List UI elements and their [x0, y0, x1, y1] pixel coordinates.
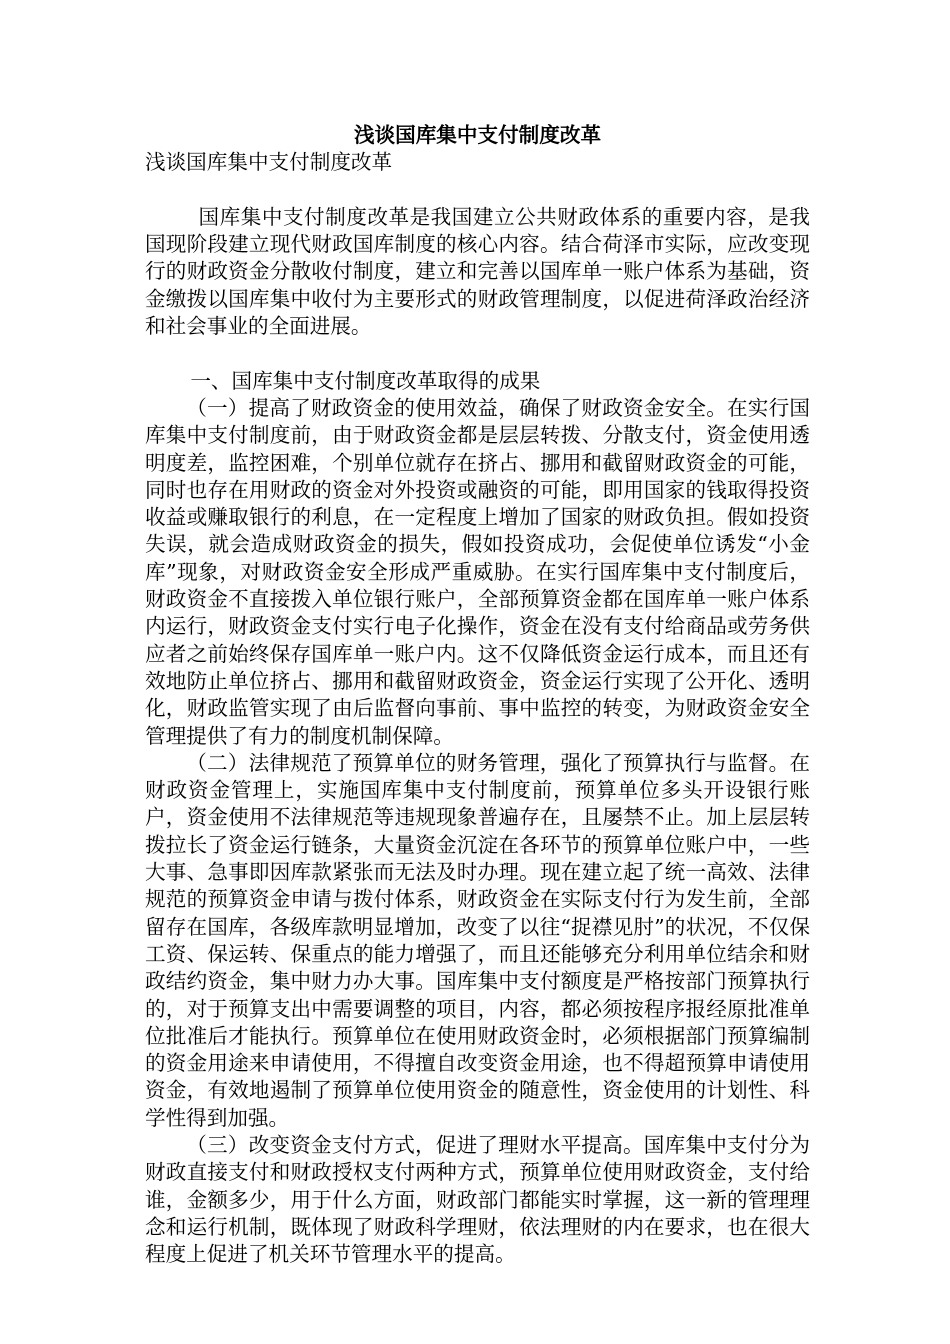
blank-line	[145, 340, 810, 367]
document-page	[145, 122, 810, 1268]
intro-paragraph: 国库集中支付制度改革是我国建立公共财政体系的重要内容，是我国现阶段建立现代财政国库制度的核心内容。结合荷泽市实际，应改变现行的财政资金分散收付制度，建立和完善以国库单一账户体系为基础，资金缴拨以国库集中收付为主要形式的财政管理制度，以促进荷泽政治经济和社会事业的全面进展。	[145, 204, 810, 339]
body-paragraph: （一）提高了财政资金的使用效益，确保了财政资金安全。在实行国库集中支付制度前，由于财政资金都是层层转拨、分散支付，资金使用透明度差，监控困难，个别单位就存在挤占、挪用和截留财政资金的可能，同时也存在用财政的资金对外投资或融资的可能，即用国家的钱取得投资收益或赚取银行的利息，在一定程度上增加了国家的财政负担。假如投资失误，就会造成财政资金的损失，假如投资成功，会促使单位诱发“小金库”现象，对财政资金安全形成严重威胁。在实行国库集中支付制度后，财政资金不直接拨入单位银行账户，全部预算资金都在国库单一账户体系内运行，财政资金支付实行电子化操作，资金在没有支付给商品或劳务供应者之前始终保存国库单一账户内。这不仅降低资金运行成本，而且还有效地防止单位挤占、挪用和截留财政资金，资金运行实现了公开化、透明化，财政监管实现了由后监督向事前、事中监控的转变，为财政资金安全管理提供了有力的制度机制保障。	[145, 395, 810, 748]
document-subtitle: 浅谈国库集中支付制度改革	[145, 150, 393, 175]
blank-line	[145, 177, 810, 204]
body-paragraph: （二）法律规范了预算单位的财务管理，强化了预算执行与监督。在财政资金管理上，实施国库集中支付制度前，预算单位多头开设银行账户，资金使用不法律规范等违规现象普遍存在，且屡禁不止。加上层层转拨拉长了资金运行链条，大量资金沉淀在各环节的预算单位账户中，一些大事、急事即因库款紧张而无法及时办理。现在建立起了统一高效、法律规范的预算资金申请与拨付体系，财政资金在实际支付行为发生前，全部留存在国库，各级库款明显增加，改变了以往“捉襟见肘”的状况，不仅保工资、保运转、保重点的能力增强了，而且还能够充分利用单位结余和财政结约资金，集中财力办大事。国库集中支付额度是严格按部门预算执行的，对于预算支出中需要调整的项目，内容，都必须按程序报经原批准单位批准后才能执行。预算单位在使用财政资金时，必须根据部门预算编制的资金用途来申请使用，不得擅自改变资金用途，也不得超预算申请使用资金，有效地遏制了预算单位使用资金的随意性，资金使用的计划性、科学性得到加强。	[145, 750, 810, 1130]
document-title: 浅谈国库集中支付制度改革	[353, 123, 602, 147]
body-paragraph: （三）改变资金支付方式，促进了理财水平提高。国库集中支付分为财政直接支付和财政授权支付两种方式，预算单位使用财政资金，支付给谁，金额多少，用于什么方面，财政部门都能实时掌握，这一新的管理理念和运行机制，既体现了财政科学理财，依法理财的内在要求，也在很大程度上促进了机关环节管理水平的提高。	[145, 1132, 810, 1267]
section-heading: 一、国库集中支付制度改革取得的成果	[190, 368, 541, 393]
